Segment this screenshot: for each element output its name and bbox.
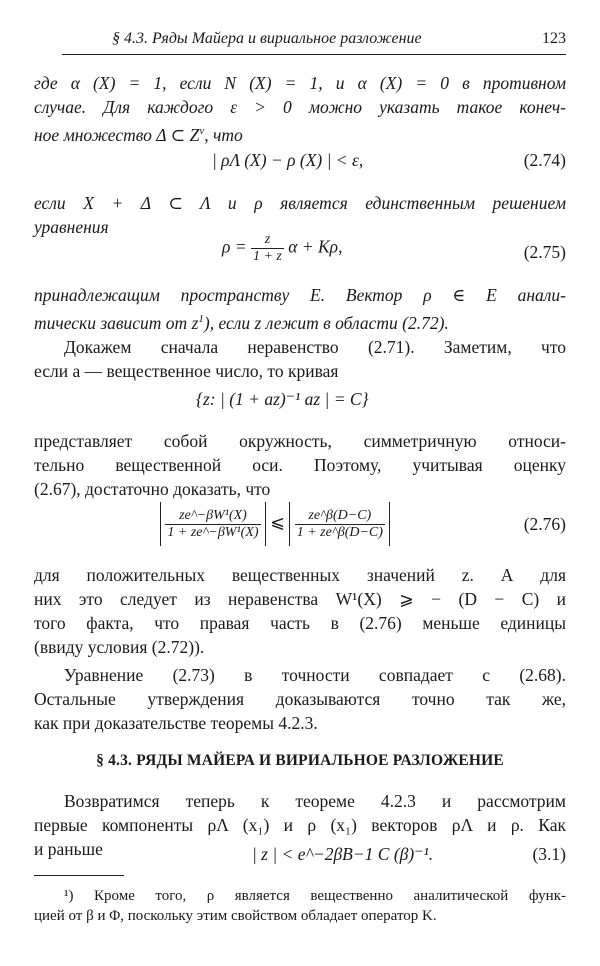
text-line: (2.67), достаточно доказать, что [34,479,271,499]
equation-label: (2.76) [523,514,566,534]
text-line: случае. Для каждого ε > 0 можно указать такое конеч- [34,97,566,117]
text-line: представляет собой окружность, симметричную относи- [34,431,566,451]
text-line: Докажем сначала неравенство (2.71). Заметим, что [64,337,566,357]
text-line: если X + Δ ⊂ Λ и ρ является единственным решением [34,193,566,213]
text-line: первые компоненты ρΛ (x₁) и ρ (x₁) векторов ρΛ и ρ. Как [34,815,566,835]
page-number: 123 [542,30,566,47]
curve-equation: {z: | (1 + az)⁻¹ az | = C} [196,389,369,409]
text-line: если a — вещественное число, то кривая [34,361,339,381]
text-line: как при доказательстве теоремы 4.2.3. [34,713,318,733]
equation-2-75: ρ = $\frac{z}{1 + z}$ α + Kρ, [222,232,343,264]
text-line: тельно вещественной оси. Поэтому, учитывая оценку [34,455,566,475]
equation-2-74: | ρΛ (X) − ρ (X) | < ε, [212,150,364,170]
text-line: для положительных вещественных значений z. А для [34,565,566,585]
text-line: (ввиду условия (2.72)). [34,637,205,657]
text-line: Уравнение (2.73) в точности совпадает с (2.68). [64,665,566,685]
fraction-right: $\frac{ze\^{}\beta(D-C)}{1 + ze\^{}\beta(D-C)}$ [296,507,383,540]
text-line: где α (X) = 1, если N (X) = 1, и α (X) = 0 в противном [34,73,566,93]
footnote-line: цией от β и Φ, поскольку этим свойством обладает оператор K. [34,908,437,924]
equation-3-1: | z | < e^−2βB−1 C (β)⁻¹. [252,844,434,864]
section-heading: § 4.3. РЯДЫ МАЙЕРА И ВИРИАЛЬНОЕ РАЗЛОЖЕНИЕ [96,752,504,769]
equation-2-76: $\frac{\text{ze\textasciicircum{}−βW¹(X)}}{\text{1 + ze\textasciicircum{}−βW¹(X)}}$ ⩽ $\frac{ze\^{}\beta(D-C)}{1 + ze\^{}\beta(D-C)}$ [160,502,390,546]
text-line: Остальные утверждения доказываются точно так же, [34,689,566,709]
text-line: того факта, что правая часть в (2.76) меньше единицы [34,613,566,633]
footnote-rule [34,875,124,876]
text-line: Возвратимся теперь к теореме 4.2.3 и рассмотрим [64,791,566,811]
text-line: и раньше [34,839,103,859]
running-header-title: § 4.3. Ряды Майера и вириальное разложение [112,30,422,47]
running-header [62,30,566,54]
equation-label: (2.74) [523,150,566,170]
text-line: уравнения [34,217,109,237]
header-rule [62,54,566,55]
fraction: $\frac{z}{1 + z}$ [252,232,282,264]
equation-label: (2.75) [523,242,566,262]
text-line: них это следует из неравенства W¹(X) ⩾ − (D − C) и [34,589,566,609]
equation-label: (3.1) [532,844,566,864]
footnote-line: ¹) Кроме того, ρ является вещественно аналитической функ- [64,888,566,904]
fraction-left: $\frac{\text{ze\textasciicircum{}−βW¹(X)}}{\text{1 + ze\textasciicircum{}−βW¹(X)}}$ [167,507,259,540]
text-line: ное множество Δ ⊂ $Z^\nu$, что [34,124,243,145]
text-line: принадлежащим пространству E. Вектор ρ ∈ E анали- [34,285,566,305]
text-line: тически зависит от $z^1$), если z лежит в области (2.72). [34,312,449,333]
